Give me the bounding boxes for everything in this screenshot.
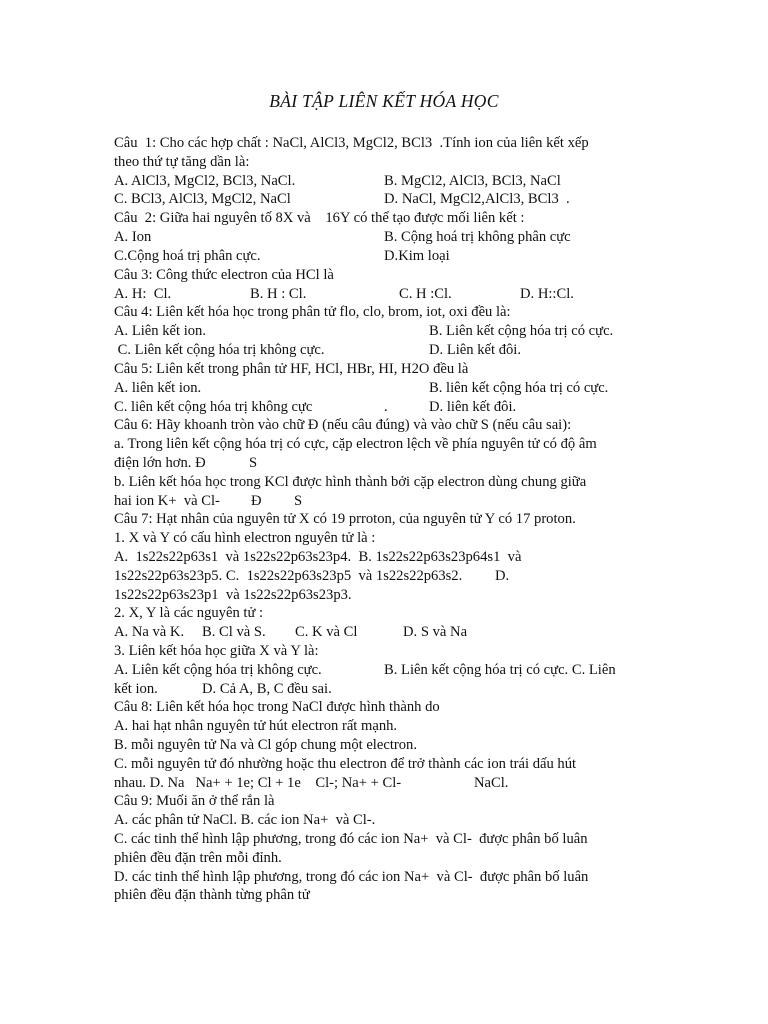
text-segment: A. các phân tử NaCl. B. các ion Na+ và Cl-. xyxy=(114,812,376,828)
text-segment: S xyxy=(294,493,303,509)
text-segment: C.Cộng hoá trị phân cực. xyxy=(114,248,261,264)
text-segment: . xyxy=(384,399,388,415)
text-segment: Câu 7: Hạt nhân của nguyên tử X có 19 prroton, của nguyên tử Y có 17 proton. xyxy=(114,511,576,527)
text-segment: D. các tinh thể hình lập phương, trong đó các ion Na+ và Cl- được phân bố luân xyxy=(114,869,589,885)
text-segment: D. Liên kết đôi. xyxy=(429,342,522,358)
text-segment: phiên đều đặn trên mỗi đỉnh. xyxy=(114,850,282,866)
text-segment: A. H: Cl. xyxy=(114,286,172,302)
text-segment: A. Na và K. xyxy=(114,624,185,640)
text-segment: C. H :Cl. xyxy=(399,286,452,302)
text-segment: S xyxy=(249,455,258,471)
text-segment: D.Kim loại xyxy=(384,248,450,264)
text-segment: D. S và Na xyxy=(403,624,468,640)
text-segment: A. Ion xyxy=(114,229,152,245)
text-segment: A. AlCl3, MgCl2, BCl3, NaCl. xyxy=(114,173,296,189)
text-segment: A. 1s22s22p63s1 và 1s22s22p63s23p4. B. 1s22s22p63s23p64s1 và xyxy=(114,549,522,565)
text-segment: 1. X và Y có cấu hình electron nguyên tử là : xyxy=(114,530,376,546)
text-segment: B. Cộng hoá trị không phân cực xyxy=(384,229,571,245)
text-segment: D. Cả A, B, C đều sai. xyxy=(202,681,332,697)
text-segment: A. liên kết ion. xyxy=(114,380,202,396)
text-segment: NaCl. xyxy=(474,775,509,791)
text-segment: Câu 9: Muối ăn ở thể rắn là xyxy=(114,793,275,809)
text-segment: hai ion K+ và Cl- xyxy=(114,493,220,509)
text-segment: A. Liên kết cộng hóa trị không cực. xyxy=(114,662,322,678)
text-segment: Câu 3: Công thức electron của HCl là xyxy=(114,267,334,283)
text-segment: b. Liên kết hóa học trong KCl được hình thành bởi cặp electron dùng chung giữa xyxy=(114,474,587,490)
text-segment: 3. Liên kết hóa học giữa X và Y là: xyxy=(114,643,319,659)
text-segment: B. liên kết cộng hóa trị có cực. xyxy=(429,380,609,396)
text-segment: phiên đều đặn thành từng phân tử xyxy=(114,887,310,903)
text-segment: C. các tinh thể hình lập phương, trong đó các ion Na+ và Cl- được phân bố luân xyxy=(114,831,588,847)
text-segment: C. mỗi nguyên tử đó nhường hoặc thu electron để trở thành các ion trái dấu hút xyxy=(114,756,577,772)
text-segment: C. K và Cl xyxy=(295,624,358,640)
text-segment: D. NaCl, MgCl2,AlCl3, BCl3 . xyxy=(384,191,570,207)
text-segment: kết ion. xyxy=(114,681,158,697)
text-segment: B. Liên kết cộng hóa trị có cực. xyxy=(429,323,614,339)
text-segment: Câu 5: Liên kết trong phân tử HF, HCl, HBr, HI, H2O đều là xyxy=(114,361,469,377)
text-segment: Câu 2: Giữa hai nguyên tố 8X và 16Y có thể tạo được mối liên kết : xyxy=(114,210,525,226)
text-segment: 1s22s22p63s23p5. C. 1s22s22p63s23p5 và 1s22s22p63s2. xyxy=(114,568,463,584)
document-title: BÀI TẬP LIÊN KẾT HÓA HỌC xyxy=(269,91,499,111)
text-segment: C. liên kết cộng hóa trị không cực xyxy=(114,399,313,415)
text-segment: A. hai hạt nhân nguyên tử hút electron rất mạnh. xyxy=(114,718,398,734)
text-segment: D. xyxy=(495,568,510,584)
text-segment: Câu 8: Liên kết hóa học trong NaCl được hình thành do xyxy=(114,699,440,715)
text-segment: Câu 4: Liên kết hóa học trong phân tử flo, clo, brom, iot, oxi đều là: xyxy=(114,304,511,320)
text-segment: B. Cl và S. xyxy=(202,624,266,640)
text-segment: D. H::Cl. xyxy=(520,286,574,302)
text-segment: D. liên kết đôi. xyxy=(429,399,517,415)
text-segment: B. MgCl2, AlCl3, BCl3, NaCl xyxy=(384,173,561,189)
text-segment: Câu 1: Cho các hợp chất : NaCl, AlCl3, MgCl2, BCl3 .Tính ion của liên kết xếp xyxy=(114,135,589,151)
text-segment: B. mỗi nguyên tử Na và Cl góp chung một electron. xyxy=(114,737,417,753)
text-segment: B. Liên kết cộng hóa trị có cực. C. Liên xyxy=(384,662,616,678)
text-segment: điện lớn hơn. Đ xyxy=(114,455,206,471)
text-segment: a. Trong liên kết cộng hóa trị có cực, cặp electron lệch về phía nguyên tử có độ âm xyxy=(114,436,597,452)
text-segment: A. Liên kết ion. xyxy=(114,323,207,339)
text-segment: B. H : Cl. xyxy=(250,286,307,302)
text-segment: 2. X, Y là các nguyên tử : xyxy=(114,605,264,621)
text-segment: Câu 6: Hãy khoanh tròn vào chữ Đ (nếu câu đúng) và vào chữ S (nếu câu sai): xyxy=(114,417,572,433)
text-segment: C. BCl3, AlCl3, MgCl2, NaCl xyxy=(114,191,291,207)
text-segment: 1s22s22p63s23p1 và 1s22s22p63s23p3. xyxy=(114,587,352,603)
text-segment: theo thứ tự tăng dần là: xyxy=(114,154,250,170)
text-segment: Đ xyxy=(251,493,262,509)
text-segment: C. Liên kết cộng hóa trị không cực. xyxy=(114,342,325,358)
text-segment: nhau. D. Na Na+ + 1e; Cl + 1e Cl-; Na+ + Cl- xyxy=(114,775,402,791)
